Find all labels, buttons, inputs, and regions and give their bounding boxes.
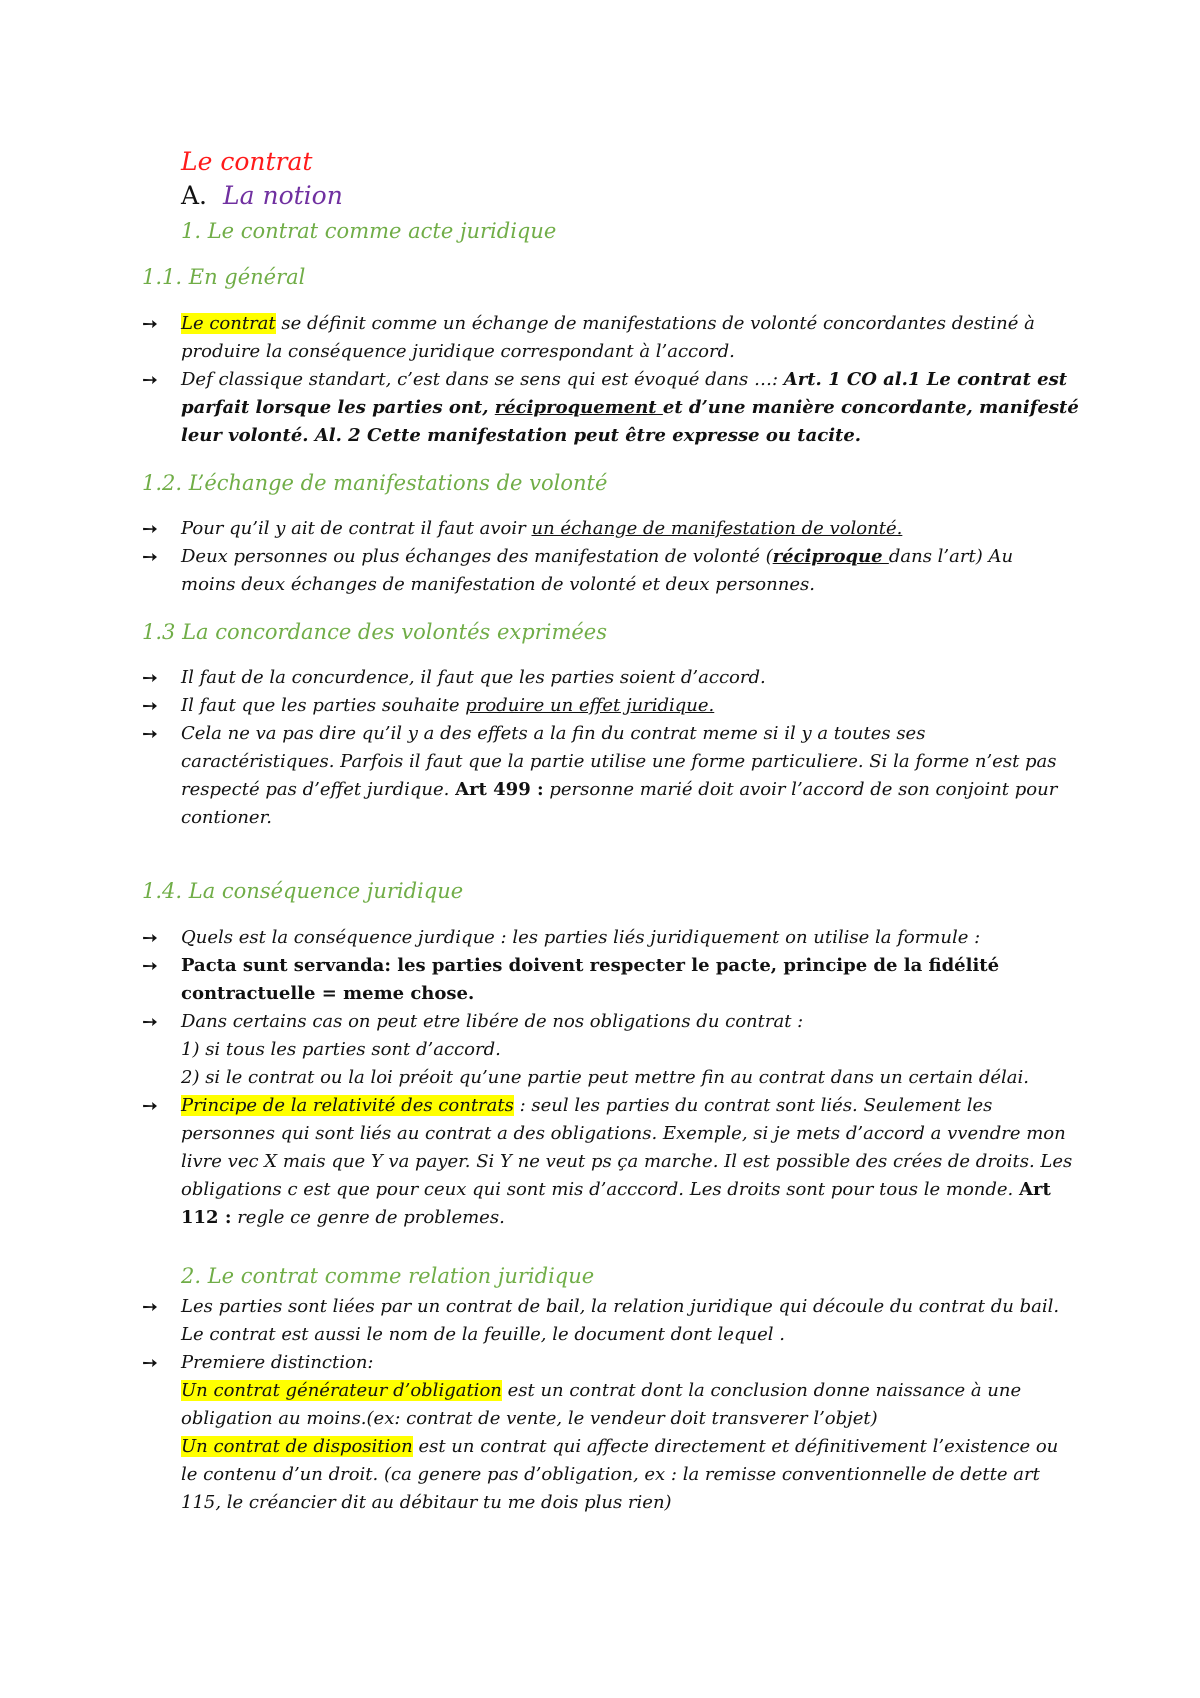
arrow-bullet-icon: ➙ <box>142 695 158 717</box>
highlighted-term: Le contrat <box>181 313 276 334</box>
paragraph-line: personnes qui sont liés au contrat a des obligations. Exemple, si je mets d’accord a vvendre mon <box>181 1123 1066 1144</box>
arrow-bullet-icon: ➙ <box>142 546 158 568</box>
paragraph-line: Un contrat générateur d’obligation est un contrat dont la conclusion donne naissance à une <box>181 1380 1022 1401</box>
highlighted-term: Un contrat générateur d’obligation <box>181 1380 502 1401</box>
document-title: Le contrat <box>181 147 313 176</box>
paragraph-line: 115, le créancier dit au débitaur tu me dois plus rien) <box>181 1492 672 1513</box>
paragraph-line: Deux personnes ou plus échanges des manifestation de volonté (réciproque dans l’art) Au <box>181 546 1014 567</box>
paragraph-line: Cela ne va pas dire qu’il y a des effets a la fin du contrat meme si il y a toutes ses <box>181 723 926 744</box>
paragraph-line: caractéristiques. Parfois il faut que la partie utilise une forme particuliere. Si la forme n’est pas <box>181 751 1057 772</box>
arrow-bullet-icon: ➙ <box>142 1011 158 1033</box>
paragraph-line: moins deux échanges de manifestation de volonté et deux personnes. <box>181 574 815 595</box>
paragraph-line: Pour qu’il y ait de contrat il faut avoir un échange de manifestation de volonté. <box>181 518 903 539</box>
paragraph-line: obligation au moins.(ex: contrat de vente, le vendeur doit transverer l’objet) <box>181 1408 878 1429</box>
arrow-bullet-icon: ➙ <box>142 313 158 335</box>
paragraph-line: Il faut que les parties souhaite produire un effet juridique. <box>181 695 715 716</box>
section-letter: A. <box>181 181 208 210</box>
section-label: La notion <box>223 181 343 210</box>
subsection-2-heading: 2. Le contrat comme relation juridique <box>181 1264 595 1288</box>
paragraph-line: respecté pas d’effet jurdique. Art 499 : personne marié doit avoir l’accord de son conjoint pour <box>181 779 1058 800</box>
paragraph-line: Dans certains cas on peut etre libére de nos obligations du contrat : <box>181 1011 804 1032</box>
paragraph-line: contractuelle = meme chose. <box>181 983 475 1004</box>
paragraph-line: Def classique standart, c’est dans se sens qui est évoqué dans …: Art. 1 CO al.1 Le contrat est <box>181 369 1068 390</box>
arrow-bullet-icon: ➙ <box>142 1296 158 1318</box>
paragraph-line: 2) si le contrat ou la loi préoit qu’une partie peut mettre fin au contrat dans un certain délai. <box>181 1067 1029 1088</box>
paragraph-line: parfait lorsque les parties ont, réciproquement et d’une manière concordante, manifesté <box>181 397 1079 418</box>
paragraph-line: Principe de la relativité des contrats : seul les parties du contrat sont liés. Seulement les <box>181 1095 993 1116</box>
highlighted-term: Principe de la relativité des contrats <box>181 1095 514 1116</box>
paragraph-line: Premiere distinction: <box>181 1352 374 1373</box>
paragraph-line: le contenu d’un droit. (ca genere pas d’obligation, ex : la remisse conventionnelle de dette art <box>181 1464 1040 1485</box>
arrow-bullet-icon: ➙ <box>142 369 158 391</box>
highlighted-term: Un contrat de disposition <box>181 1436 413 1457</box>
subsection-1-1-heading: 1.1. En général <box>142 265 306 289</box>
paragraph-line: produire la conséquence juridique correspondant à l’accord. <box>181 341 735 362</box>
paragraph-line: Un contrat de disposition est un contrat qui affecte directement et définitivement l’existence ou <box>181 1436 1059 1457</box>
arrow-bullet-icon: ➙ <box>142 1095 158 1117</box>
arrow-bullet-icon: ➙ <box>142 667 158 689</box>
arrow-bullet-icon: ➙ <box>142 955 158 977</box>
arrow-bullet-icon: ➙ <box>142 723 158 745</box>
paragraph-line: Pacta sunt servanda: les parties doivent respecter le pacte, principe de la fidélité <box>181 955 1000 976</box>
arrow-bullet-icon: ➙ <box>142 518 158 540</box>
paragraph-line: leur volonté. Al. 2 Cette manifestation peut être expresse ou tacite. <box>181 425 862 446</box>
arrow-bullet-icon: ➙ <box>142 927 158 949</box>
paragraph-line: Les parties sont liées par un contrat de bail, la relation juridique qui découle du contrat du bail. <box>181 1296 1060 1317</box>
paragraph-line: obligations c est que pour ceux qui sont mis d’acccord. Les droits sont pour tous le monde. Art <box>181 1179 1051 1200</box>
paragraph-line: 112 : regle ce genre de problemes. <box>181 1207 505 1228</box>
paragraph-line: Il faut de la concurdence, il faut que les parties soient d’accord. <box>181 667 766 688</box>
paragraph-line: Le contrat est aussi le nom de la feuille, le document dont lequel . <box>181 1324 785 1345</box>
subsection-1-2-heading: 1.2. L’échange de manifestations de volonté <box>142 471 608 495</box>
paragraph-line: 1) si tous les parties sont d’accord. <box>181 1039 501 1060</box>
paragraph-line: Quels est la conséquence jurdique : les parties liés juridiquement on utilise la formule : <box>181 927 981 948</box>
subsection-1-3-heading: 1.3 La concordance des volontés exprimées <box>142 620 607 644</box>
arrow-bullet-icon: ➙ <box>142 1352 158 1374</box>
subsection-1-heading: 1. Le contrat comme acte juridique <box>181 219 557 243</box>
paragraph-line: contioner. <box>181 807 272 828</box>
paragraph-line: livre vec X mais que Y va payer. Si Y ne veut ps ça marche. Il est possible des crées de droits. Les <box>181 1151 1073 1172</box>
section-a-heading <box>181 182 343 210</box>
subsection-1-4-heading: 1.4. La conséquence juridique <box>142 879 464 903</box>
paragraph-line: Le contrat se définit comme un échange de manifestations de volonté concordantes destiné à <box>181 313 1035 334</box>
